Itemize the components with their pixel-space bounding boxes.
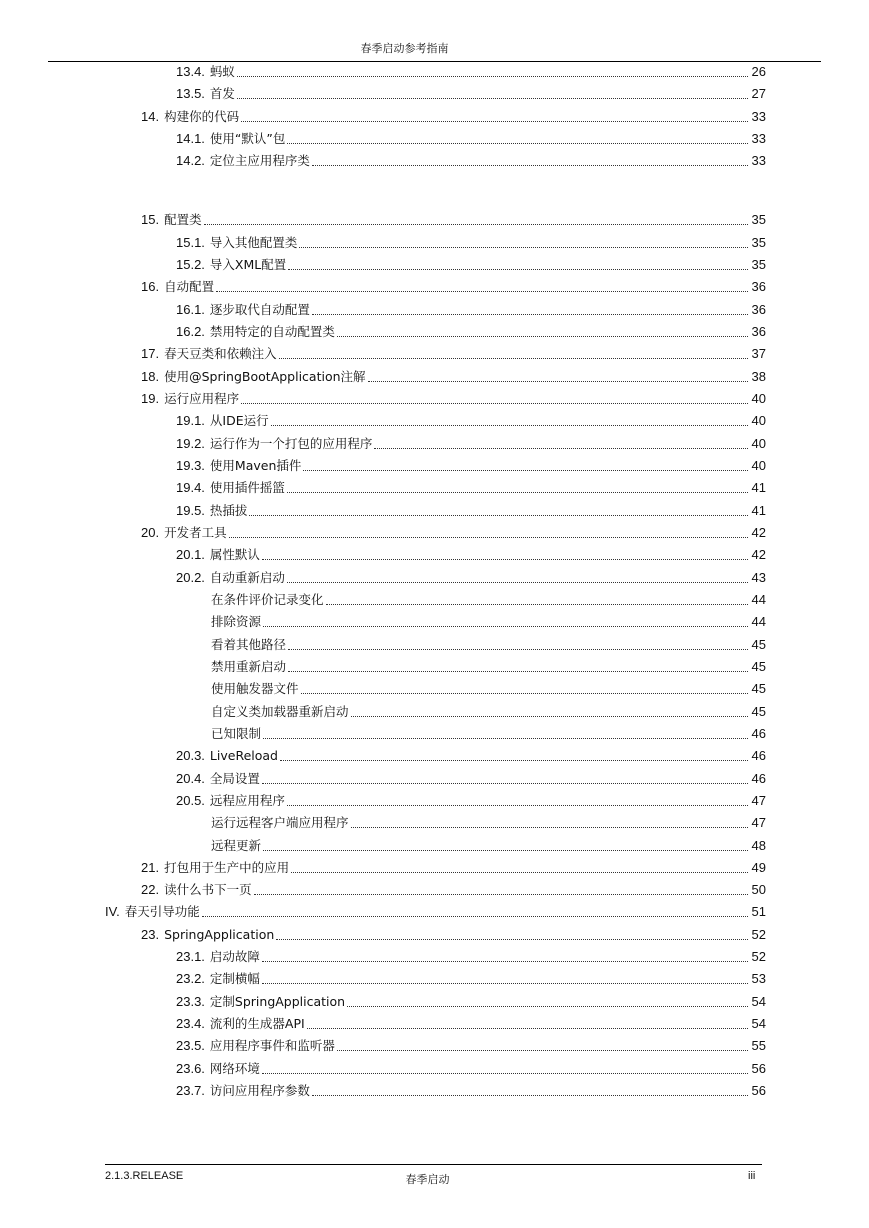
toc-entry-line — [176, 413, 766, 429]
dot-leader — [312, 1095, 748, 1096]
footer-version: 2.1.3.RELEASE — [105, 1170, 184, 1182]
toc-entry-title: 远程应用程序 — [209, 792, 285, 808]
dot-leader — [262, 983, 748, 984]
toc-entry-page: 51 — [751, 904, 766, 920]
toc-entry-line — [176, 1083, 766, 1099]
toc-entry-line — [176, 302, 766, 318]
toc-entry-line — [141, 346, 766, 362]
toc-entry-title: 自定义类加载器重新启动 — [211, 703, 349, 719]
toc-entry-page: 53 — [751, 971, 766, 987]
toc-entry-line — [176, 86, 766, 102]
toc-entry-number: 20.4. — [176, 770, 205, 786]
toc-entry-title: 网络环境 — [209, 1060, 260, 1076]
dot-leader — [204, 224, 748, 225]
toc-entry[interactable] — [0, 1061, 869, 1083]
toc-entry-title: 构建你的代码 — [164, 108, 240, 124]
dot-leader — [288, 649, 748, 650]
toc-entry[interactable] — [0, 637, 869, 659]
toc-entry-title: 定制SpringApplication — [209, 993, 346, 1009]
dot-leader — [263, 626, 748, 627]
toc-entry-page: 40 — [751, 435, 766, 451]
toc-entry-title: 看着其他路径 — [211, 636, 287, 652]
toc-entry-title: 运行作为一个打包的应用程序 — [209, 435, 373, 451]
toc-entry[interactable] — [0, 815, 869, 837]
toc-entry-number: 21. — [141, 859, 160, 875]
toc-entry-title: 定位主应用程序类 — [209, 153, 310, 169]
toc-entry-page: 46 — [751, 748, 766, 764]
toc-entry-page: 33 — [751, 130, 766, 146]
toc-entry-line — [141, 860, 766, 876]
toc-entry-number: 20. — [141, 524, 160, 540]
toc-entry[interactable] — [0, 547, 869, 569]
toc-entry-line — [141, 927, 766, 943]
toc-entry-page: 46 — [751, 770, 766, 786]
toc-entry-number: 23.4. — [176, 1016, 205, 1032]
toc-entry[interactable] — [0, 726, 869, 748]
toc-entry-number: 14.2. — [176, 153, 205, 169]
toc-entry-number: 19. — [141, 390, 160, 406]
dot-leader — [241, 121, 748, 122]
dot-leader — [301, 693, 748, 694]
toc-entry-title: 使用@SpringBootApplication注解 — [164, 368, 366, 384]
toc-entry-number: 13.4. — [176, 64, 205, 79]
dot-leader — [287, 805, 748, 806]
toc-entry-number: 23.6. — [176, 1060, 205, 1076]
toc-entry-number: IV. — [105, 904, 120, 920]
toc-entry-line — [141, 212, 766, 228]
toc-entry-line — [141, 109, 766, 125]
toc-entry-title: 全局设置 — [209, 770, 260, 786]
toc-entry-number: 20.1. — [176, 547, 205, 563]
toc-entry-title: 导入XML配置 — [209, 256, 287, 272]
toc-entry-title: 使用触发器文件 — [211, 681, 299, 697]
toc-entry[interactable] — [0, 212, 869, 234]
toc-entry[interactable] — [0, 904, 869, 926]
dot-leader — [307, 1028, 748, 1029]
toc-entry-number: 23.3. — [176, 993, 205, 1009]
dot-leader — [280, 760, 748, 761]
toc-entry-title: 定制横幅 — [209, 971, 260, 987]
toc-entry[interactable] — [0, 771, 869, 793]
toc-entry-page: 45 — [751, 681, 766, 697]
toc-entry-line — [176, 1016, 766, 1032]
dot-leader — [347, 1006, 748, 1007]
dot-leader — [229, 537, 748, 538]
toc-entry-line — [176, 480, 766, 496]
dot-leader — [276, 939, 748, 940]
dot-leader — [262, 1073, 748, 1074]
toc-entry-number: 20.3. — [176, 748, 205, 764]
dot-leader — [303, 470, 748, 471]
toc-entry-title: 逐步取代自动配置 — [209, 301, 310, 317]
toc-entry-line — [211, 726, 766, 742]
toc-entry-page: 56 — [751, 1060, 766, 1076]
toc-entry-line — [211, 637, 766, 653]
toc-entry-title: 读什么书下一页 — [164, 882, 252, 898]
dot-leader — [291, 872, 748, 873]
toc-entry[interactable] — [0, 681, 869, 703]
toc-entry-line — [176, 1038, 766, 1054]
toc-entry-title: 排除资源 — [211, 614, 262, 630]
toc-entry-title: 热插拔 — [209, 502, 248, 518]
toc-entry-line — [141, 525, 766, 541]
toc-entry-title: 在条件评价记录变化 — [211, 591, 324, 607]
dot-leader — [263, 738, 748, 739]
toc-entry-line — [176, 153, 766, 169]
toc-entry-page: 47 — [751, 815, 766, 831]
toc-entry[interactable] — [0, 86, 869, 108]
toc-entry-title: 配置类 — [164, 212, 202, 228]
toc-entry-page: 40 — [751, 413, 766, 429]
toc-entry[interactable] — [0, 391, 869, 413]
toc-entry-page: 33 — [751, 108, 766, 124]
toc-entry-line — [211, 681, 766, 697]
toc-entry[interactable] — [0, 302, 869, 324]
toc-entry-line — [176, 748, 766, 764]
toc-entry-page: 52 — [751, 949, 766, 965]
toc-entry-line — [176, 971, 766, 987]
toc-entry-line — [176, 436, 766, 452]
toc-entry-number: 20.5. — [176, 792, 205, 808]
toc-entry-title: 流利的生成器API — [209, 1016, 305, 1032]
toc-entry-line — [176, 458, 766, 474]
toc-entry-number: 23.7. — [176, 1083, 205, 1099]
dot-leader — [374, 448, 748, 449]
toc-entry-line — [176, 257, 766, 273]
toc-entry-line — [211, 815, 766, 831]
toc-entry-title: 远程更新 — [211, 837, 262, 853]
toc-entry-line — [141, 369, 766, 385]
dot-leader — [368, 381, 748, 382]
toc-entry-number: 14.1. — [176, 130, 205, 146]
toc-entry[interactable] — [0, 949, 869, 971]
toc-entry-title: 已知限制 — [211, 725, 262, 741]
toc-entry[interactable] — [0, 369, 869, 391]
toc-entry-line — [105, 904, 766, 920]
footer-page-number: iii — [748, 1170, 756, 1182]
toc-entry-title: 首发 — [209, 86, 235, 102]
toc-entry-title: 使用Maven插件 — [209, 457, 302, 473]
dot-leader — [288, 269, 748, 270]
toc-entry-page: 35 — [751, 212, 766, 228]
toc-entry-number: 15. — [141, 212, 160, 228]
toc-entry[interactable] — [0, 748, 869, 770]
dot-leader — [254, 894, 748, 895]
toc-entry-line — [211, 704, 766, 720]
dot-leader — [262, 559, 748, 560]
toc-entry[interactable] — [0, 64, 869, 86]
dot-leader — [271, 425, 748, 426]
toc-entry-title: 使用插件摇篮 — [209, 480, 285, 496]
dot-leader — [262, 961, 748, 962]
toc-entry-title: 运行应用程序 — [164, 390, 240, 406]
toc-entry-number: 23.2. — [176, 971, 205, 987]
toc-entry-title: 春天豆类和依赖注入 — [164, 346, 277, 362]
toc-entry-page: 41 — [751, 480, 766, 496]
toc-entry[interactable] — [0, 235, 869, 257]
toc-entry[interactable] — [0, 793, 869, 815]
toc-entry-title: 禁用重新启动 — [211, 658, 287, 674]
toc-entry-line — [176, 503, 766, 519]
toc-entry-page: 56 — [751, 1083, 766, 1099]
dot-leader — [312, 314, 748, 315]
toc-entry[interactable] — [0, 1016, 869, 1038]
toc-entry-number: 16.1. — [176, 301, 205, 317]
toc-entry-page: 33 — [751, 153, 766, 169]
toc-entry[interactable] — [0, 279, 869, 301]
toc-entry[interactable] — [0, 525, 869, 547]
toc-entry-title: LiveReload — [209, 748, 278, 764]
toc-entry-page: 27 — [751, 86, 766, 102]
table-of-contents — [0, 64, 869, 1105]
toc-entry-page: 44 — [751, 591, 766, 607]
toc-entry[interactable] — [0, 324, 869, 346]
toc-entry-title: 属性默认 — [209, 547, 260, 563]
dot-leader — [287, 492, 748, 493]
toc-entry[interactable] — [0, 927, 869, 949]
toc-entry-page: 26 — [751, 64, 766, 79]
toc-entry-page: 45 — [751, 703, 766, 719]
toc-entry-number: 16. — [141, 279, 160, 295]
toc-entry-title: 开发者工具 — [164, 524, 227, 540]
toc-entry[interactable] — [0, 458, 869, 480]
dot-leader — [202, 916, 748, 917]
toc-entry-page: 40 — [751, 390, 766, 406]
toc-entry-page: 48 — [751, 837, 766, 853]
dot-leader — [263, 850, 748, 851]
toc-entry-page: 45 — [751, 658, 766, 674]
toc-entry-title: 自动配置 — [164, 279, 215, 295]
dot-leader — [237, 98, 748, 99]
toc-entry-title: 打包用于生产中的应用 — [164, 859, 290, 875]
dot-leader — [262, 783, 748, 784]
toc-entry-line — [211, 659, 766, 675]
toc-entry[interactable] — [0, 838, 869, 860]
toc-entry-title: 从IDE运行 — [209, 413, 269, 429]
toc-entry-line — [211, 614, 766, 630]
toc-entry[interactable] — [0, 860, 869, 882]
toc-entry-line — [176, 324, 766, 340]
toc-entry-page: 37 — [751, 346, 766, 362]
toc-entry[interactable] — [0, 257, 869, 279]
toc-entry-title: 自动重新启动 — [209, 569, 285, 585]
toc-entry[interactable] — [0, 570, 869, 592]
toc-entry-number: 19.4. — [176, 480, 205, 496]
dot-leader — [337, 336, 748, 337]
toc-entry-number: 19.1. — [176, 413, 205, 429]
toc-entry-number: 19.2. — [176, 435, 205, 451]
toc-entry-line — [141, 391, 766, 407]
dot-leader — [326, 604, 748, 605]
toc-entry-title: 访问应用程序参数 — [209, 1083, 310, 1099]
toc-entry-title: 应用程序事件和监听器 — [209, 1038, 335, 1054]
toc-entry-number: 15.2. — [176, 256, 205, 272]
toc-entry-number: 17. — [141, 346, 160, 362]
toc-entry-title: 禁用特定的自动配置类 — [209, 323, 335, 339]
toc-entry[interactable] — [0, 971, 869, 993]
toc-entry[interactable] — [0, 413, 869, 435]
toc-entry[interactable] — [0, 109, 869, 131]
dot-leader — [249, 515, 748, 516]
toc-entry-number: 15.1. — [176, 234, 205, 250]
toc-entry-page: 45 — [751, 636, 766, 652]
toc-entry[interactable] — [0, 1038, 869, 1060]
toc-entry[interactable] — [0, 882, 869, 904]
toc-entry-number: 22. — [141, 882, 160, 898]
toc-entry-number: 20.2. — [176, 569, 205, 585]
toc-entry-title: 使用“默认”包 — [209, 130, 286, 146]
toc-entry-number: 16.2. — [176, 323, 205, 339]
dot-leader — [288, 671, 748, 672]
toc-entry-page: 54 — [751, 993, 766, 1009]
toc-entry[interactable] — [0, 592, 869, 614]
dot-leader — [287, 143, 748, 144]
dot-leader — [351, 827, 748, 828]
toc-entry-line — [176, 994, 766, 1010]
toc-entry[interactable] — [0, 346, 869, 368]
toc-entry-page: 36 — [751, 323, 766, 339]
toc-entry-page: 35 — [751, 234, 766, 250]
toc-entry-line — [176, 793, 766, 809]
toc-entry-page: 41 — [751, 502, 766, 518]
toc-entry-title: 运行远程客户端应用程序 — [211, 815, 349, 831]
toc-entry-page: 50 — [751, 882, 766, 898]
header-rule — [48, 61, 821, 62]
toc-entry-number: 23.1. — [176, 949, 205, 965]
dot-leader — [299, 247, 748, 248]
toc-entry-title: 启动故障 — [209, 949, 260, 965]
dot-leader — [216, 291, 748, 292]
toc-entry-page: 46 — [751, 725, 766, 741]
toc-entry[interactable] — [0, 503, 869, 525]
toc-entry-page: 35 — [751, 256, 766, 272]
toc-entry-line — [211, 592, 766, 608]
toc-entry-number: 19.5. — [176, 502, 205, 518]
toc-entry[interactable] — [0, 436, 869, 458]
toc-entry-number: 23.5. — [176, 1038, 205, 1054]
toc-entry-number: 18. — [141, 368, 160, 384]
footer-title: 春季启动 — [405, 1173, 450, 1186]
toc-entry-page: 55 — [751, 1038, 766, 1054]
toc-entry-page: 42 — [751, 547, 766, 563]
toc-entry-number: 13.5. — [176, 86, 205, 102]
toc-entry-number: 23. — [141, 926, 160, 942]
toc-entry-line — [141, 882, 766, 898]
dot-leader — [279, 358, 748, 359]
toc-entry[interactable] — [0, 131, 869, 153]
toc-entry-line — [176, 771, 766, 787]
toc-entry-line — [176, 949, 766, 965]
toc-entry-line — [176, 570, 766, 586]
toc-entry-title: 导入其他配置类 — [209, 234, 298, 250]
toc-entry[interactable] — [0, 1083, 869, 1105]
dot-leader — [312, 165, 748, 166]
toc-entry-line — [176, 131, 766, 147]
dot-leader — [237, 76, 748, 77]
toc-entry[interactable] — [0, 994, 869, 1016]
toc-entry-number: 14. — [141, 108, 160, 124]
toc-entry-line — [176, 1061, 766, 1077]
toc-entry-line — [176, 547, 766, 563]
toc-entry-page: 44 — [751, 614, 766, 630]
toc-entry[interactable] — [0, 153, 869, 212]
toc-entry-title: SpringApplication — [164, 926, 275, 942]
toc-entry-page: 54 — [751, 1016, 766, 1032]
toc-entry-line — [141, 279, 766, 295]
toc-entry-line — [211, 838, 766, 854]
toc-entry[interactable] — [0, 659, 869, 681]
footer-rule — [105, 1164, 762, 1165]
toc-entry-line — [176, 235, 766, 251]
dot-leader — [351, 716, 748, 717]
toc-entry-page: 36 — [751, 279, 766, 295]
toc-entry-title: 春天引导功能 — [124, 904, 200, 920]
dot-leader — [241, 403, 748, 404]
toc-entry[interactable] — [0, 480, 869, 502]
toc-entry-page: 49 — [751, 859, 766, 875]
toc-entry-page: 43 — [751, 569, 766, 585]
dot-leader — [287, 582, 748, 583]
toc-entry[interactable] — [0, 704, 869, 726]
toc-entry-page: 40 — [751, 457, 766, 473]
toc-entry-page: 38 — [751, 368, 766, 384]
toc-entry-page: 47 — [751, 792, 766, 808]
running-header-title: 春季启动参考指南 — [360, 42, 449, 55]
dot-leader — [337, 1050, 748, 1051]
toc-entry[interactable] — [0, 614, 869, 636]
toc-entry-page: 52 — [751, 926, 766, 942]
toc-entry-page: 42 — [751, 524, 766, 540]
toc-entry-page: 36 — [751, 301, 766, 317]
toc-entry-number: 19.3. — [176, 457, 205, 473]
toc-entry-title: 蚂蚁 — [209, 64, 235, 79]
toc-entry-line — [176, 64, 766, 80]
